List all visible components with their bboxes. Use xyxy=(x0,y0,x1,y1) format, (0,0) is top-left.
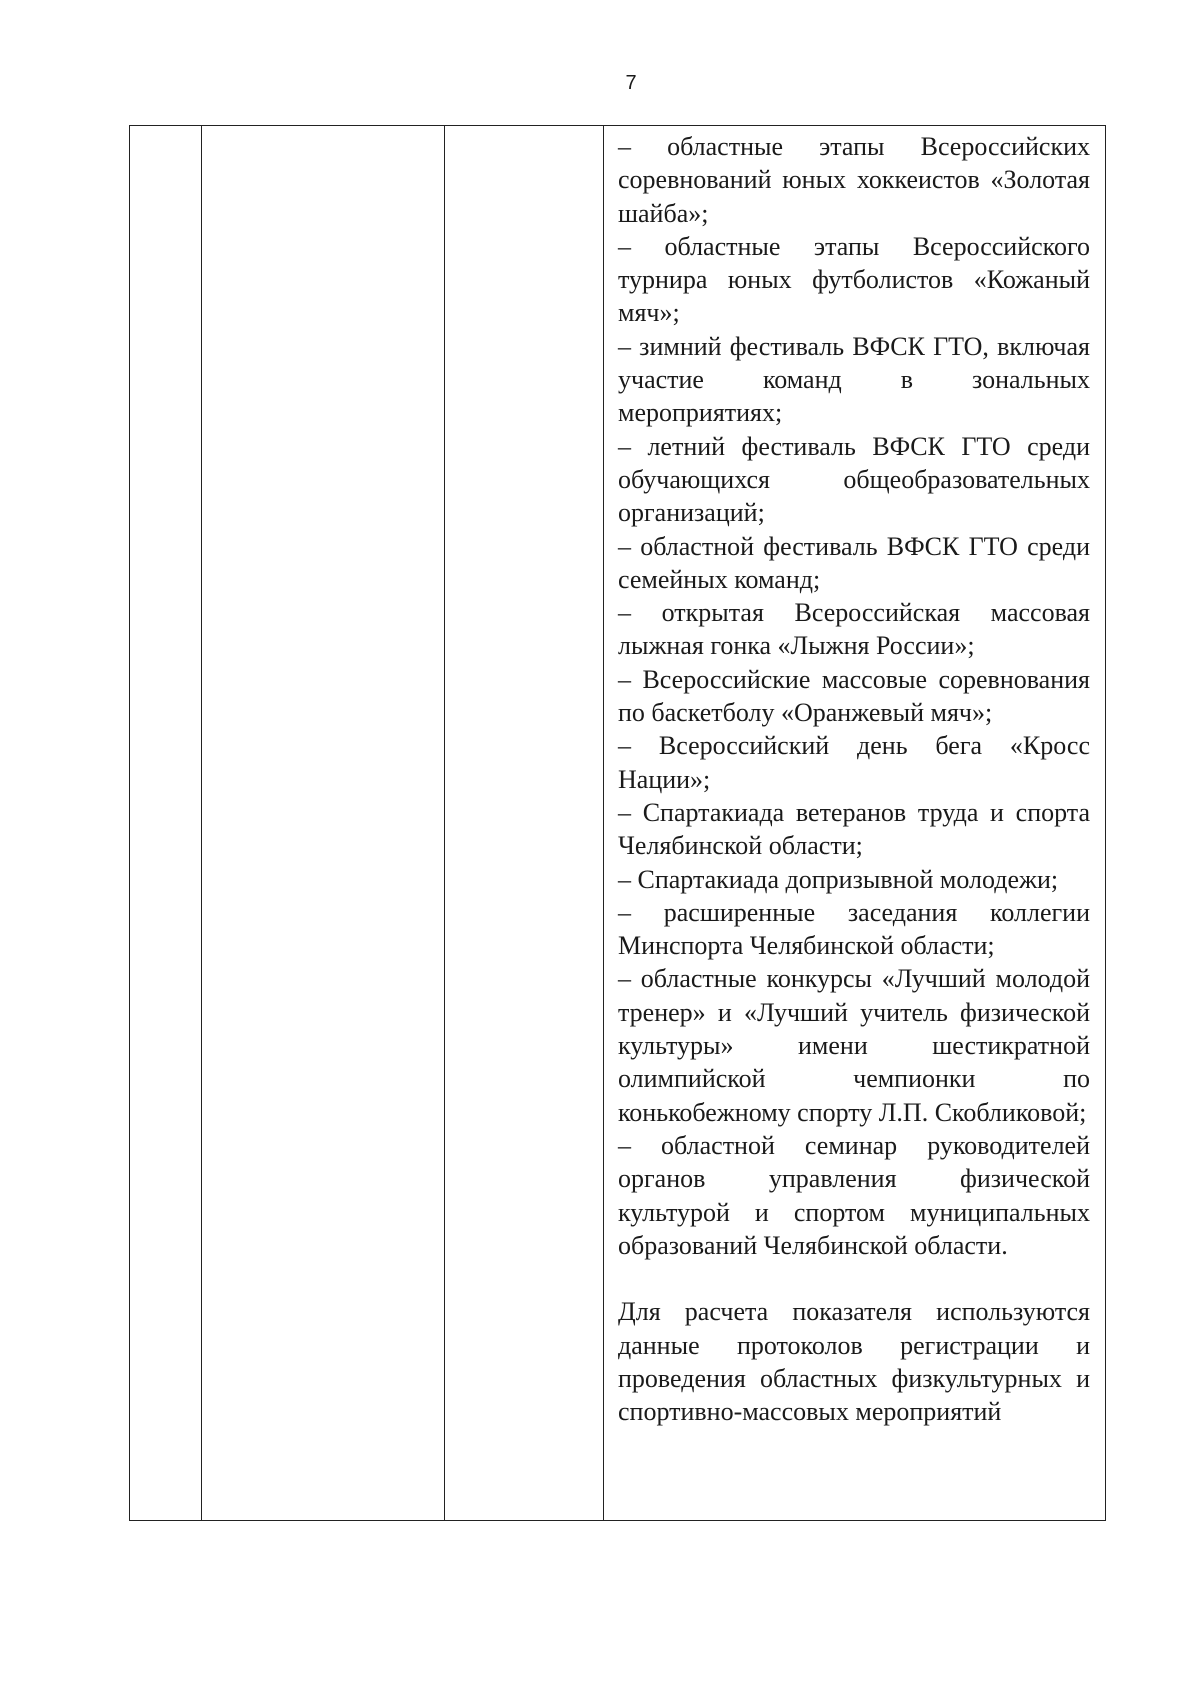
list-item: – областные конкурсы «Лучший молодой тренер» и «Лучший учитель физической культуры» имени шестикратной олимпийской чемпионки по конькобежному спорту Л.П. Скобликовой; xyxy=(618,964,1090,1127)
list-item: – Спартакиада ветеранов труда и спорта Челябинской области; xyxy=(618,797,1090,861)
table-cell-description xyxy=(604,126,1106,1521)
page-number: 7 xyxy=(625,72,637,94)
list-item: – областной фестиваль ВФСК ГТО среди семейных команд; xyxy=(618,531,1090,594)
list-item: – открытая Всероссийская массовая лыжная гонка «Лыжня России»; xyxy=(618,598,1090,661)
table-row xyxy=(130,126,1106,1521)
list-item: – Спартакиада допризывной молодежи; xyxy=(618,864,1059,894)
indicator-table xyxy=(129,125,1106,1521)
table-cell-col2 xyxy=(202,126,445,1521)
table-cell-col3 xyxy=(445,126,604,1521)
events-list xyxy=(618,130,1090,1429)
calculation-note: Для расчета показателя используются данные протоколов регистрации и проведения областных физкультурных и спортивно-массовых мероприятий xyxy=(618,1297,1090,1427)
list-item: – зимний фестиваль ВФСК ГТО, включая участие команд в зональных мероприятиях; xyxy=(618,331,1090,428)
list-item: – летний фестиваль ВФСК ГТО среди обучающихся общеобразовательных организаций; xyxy=(618,431,1090,528)
list-item: – областные этапы Всероссийских соревнований юных хоккеистов «Золотая шайба»; xyxy=(618,132,1090,228)
list-item: – Всероссийские массовые соревнования по баскетболу «Оранжевый мяч»; xyxy=(618,664,1090,728)
paragraph-gap xyxy=(618,1262,1090,1295)
list-item: – расширенные заседания коллегии Минспорта Челябинской области; xyxy=(618,897,1090,961)
list-item: – областные этапы Всероссийского турнира юных футболистов «Кожаный мяч»; xyxy=(618,231,1090,328)
list-item: – Всероссийский день бега «Кросс Нации»; xyxy=(618,731,1090,794)
table-cell-col1 xyxy=(130,126,202,1521)
list-item: – областной семинар руководителей органов управления физической культурой и спортом муниципальных образований Челябинской области. xyxy=(618,1130,1090,1260)
